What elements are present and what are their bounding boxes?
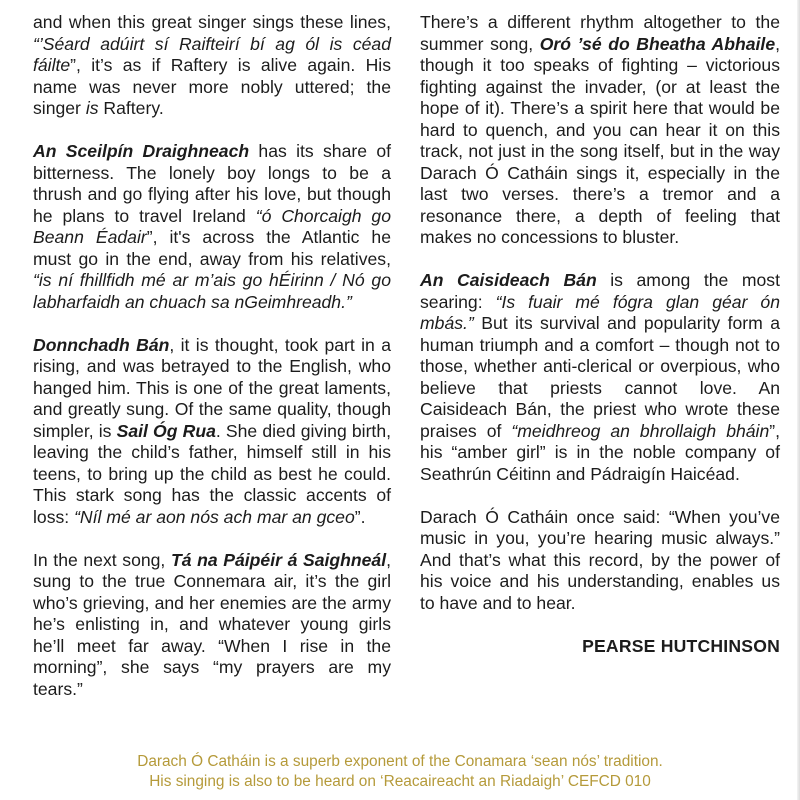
body-text: , sung to the true Connemara air, it’s the girl who’s grieving, and her enemies are the army he’s enlisting in, and whatever young girls he’ll meet far away. “When I rise in the morning”, she says “my prayers are my tears.” xyxy=(33,549,391,699)
song-title: Donnchadh Bán xyxy=(33,334,170,355)
body-text: But its survival and popularity form a human triumph and a comfort – though not to those, whether anti-clerical or overpious, who believe that priests cannot love. An Caisideach Bán, the priest who wrote these praises of xyxy=(420,313,780,441)
paragraph xyxy=(420,270,780,485)
body-text: and when this great singer sings these lines, xyxy=(33,12,391,32)
body-text: Raftery. xyxy=(98,98,164,118)
body-text: is among the most searing: xyxy=(420,270,780,312)
body-text: . She died giving birth, leaving the child’s father, himself still in his teens, to bring up the child as best he could. This stark song has the classic accents of loss: xyxy=(33,420,391,527)
author-signature: PEARSE HUTCHINSON xyxy=(582,635,780,656)
body-text: , though it too speaks of fighting – victorious fighting against the invader, (or at least the hope of it). There’s a spirit here that would be hard to quench, and you can hear it on this track, not just in the song itself, but in the way Darach Ó Catháin sings it, especially in the last two verses. there’s a tremor and a resonance there, a depth of feeling that makes no concessions to bluster. xyxy=(420,33,780,247)
irish-quote: “ó Chorcaigh go Beann Éadair xyxy=(33,205,392,247)
irish-quote: “Níl mé ar aon nós ach mar an gceo xyxy=(74,506,355,527)
body-text: has its share of bitterness. The lonely boy longs to be a thrush and go flying after his love, but though he plans to travel Ireland xyxy=(33,141,391,226)
irish-quote: “Is fuair mé fógra glan géar ón mbás.” xyxy=(420,291,781,333)
body-text: ”, it's across the Atlantic he must go in the end, away from his relatives, xyxy=(33,227,391,269)
body-text: There’s a different rhythm altogether to the summer song, xyxy=(420,12,780,54)
footer-note xyxy=(0,752,800,791)
song-title: An Caisideach Bán xyxy=(420,270,597,290)
footer-line-2: His singing is also to be heard on ‘Reacaireacht an Riadaigh’ CEFCD 010 xyxy=(149,772,651,790)
paragraph xyxy=(33,12,391,120)
body-text: , it is thought, took part in a rising, and was betrayed to the English, who hanged him. This is one of the great laments, and greatly sung. Of the same quality, though simpler, is xyxy=(33,334,391,441)
song-title: Tá na Páipéir á Saighneál xyxy=(170,549,387,570)
song-title: Oró ’sé do Bheatha Abhaile xyxy=(539,33,776,54)
irish-quote: “meidhreog an bhrollaigh bháin xyxy=(511,420,770,441)
body-text: ”, his “amber girl” is in the noble company of Seathrún Céitinn and Pádraigín Haicéad. xyxy=(420,420,780,484)
body-text: ”. xyxy=(354,506,366,527)
paragraph xyxy=(420,507,780,615)
song-title: Sail Óg Rua xyxy=(116,420,216,441)
irish-quote: is xyxy=(85,98,99,118)
paragraph xyxy=(33,335,391,529)
body-text: Darach Ó Catháin once said: “When you’ve music in you, you’re hearing music always.” And that’s what this record, by the power of his voice and his understanding, enables us to have and to hear. xyxy=(420,506,780,613)
irish-quote: “’Séard adúirt sí Raifteirí bí ag ól is céad fáilte xyxy=(33,33,391,75)
body-text: ”, it’s as if Raftery is alive again. His name was never more nobly uttered; the singer xyxy=(33,55,391,118)
footer-line-1: Darach Ó Catháin is a superb exponent of the Conamara ‘sean nós’ tradition. xyxy=(137,753,663,770)
song-title: An Sceilpín Draighneach xyxy=(33,141,250,161)
irish-quote: “is ní fhillfidh mé ar m’ais go hÉirinn / Nó go labharfaidh an chuach sa nGeimhreadh.” xyxy=(33,270,391,312)
right-column xyxy=(420,12,780,657)
body-text: In the next song, xyxy=(33,549,171,570)
left-column xyxy=(33,12,391,722)
paragraph xyxy=(33,141,391,313)
paragraph xyxy=(33,550,391,701)
paragraph xyxy=(420,12,780,249)
